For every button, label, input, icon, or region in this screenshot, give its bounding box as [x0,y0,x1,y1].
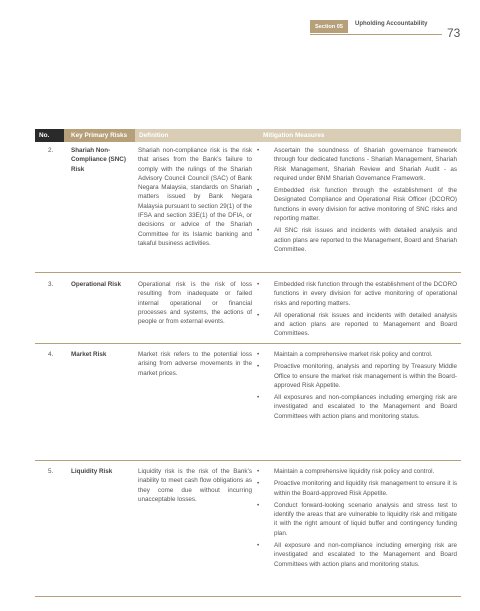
mitigation-item: • Conduct forward-looking scenario analysis and stress test to identify the areas that are vulnerable to liquidity risk and mitigate it with the right amount of liquid buffer and contingency funding plan. [257,501,457,537]
column-header-definition: Definition [135,129,257,142]
mitigation-item: • Ascertain the soundness of Shariah governance framework through four dedicated functions - Shariah Management, Shariah Risk Management, Shariah Review and Shariah Audit - as required under BNM Shariah Governance Framework. [257,147,457,182]
section-title: Upholding Accountability [355,21,428,27]
mitigation-item: • Embedded risk function through the establishment of the Designated Compliance and Operational Risk Officer (DCORO) functions in every division for active monitoring of SNC risks and reporting matter. [257,187,457,223]
mitigation-item: • Proactive monitoring and liquidity risk management to ensure it is within the Board-approved Risk Appetite. [257,480,457,497]
mitigation-item: • All exposure and non-compliance including emerging risk are investigated and escalated to the Management and Board Committees with action plans and monitoring status. [257,542,457,568]
row-divider [35,272,461,273]
mitigation-list [257,146,457,257]
risk-definition: Liquidity risk is the risk of the Bank’s inability to meet cash flow obligations as they come due without incurring unacceptable losses. [138,468,252,503]
column-header-risk: Key Primary Risks [64,129,135,142]
page-number: 73 [447,26,461,40]
row-divider [35,343,461,344]
risk-definition: Shariah non-compliance risk is the risk that arises from the Bank’s failure to comply with the rulings of the Shariah Advisory Council Council (SAC) of Bank Negara Malaysia, standards on Shariah matters issued by Bank Negara Malaysia pursuant to section 29(1) of the IFSA and section 33E(1) of the DFIA, or decisions or advice of the Shariah Committee for its Islamic banking and takaful business activities. [138,147,252,247]
mitigation-list [257,280,457,342]
section-badge: Section 05 [310,20,348,33]
mitigation-item: • All SNC risk issues and incidents with detailed analysis and action plans are reported to the Management, Board and Shariah Committee. [257,227,457,253]
mitigation-item: • Embedded risk function through the establishment of the DCORO functions in every division for active monitoring of operational risks and reporting matters. [257,281,457,307]
mitigation-item: • Maintain a comprehensive market risk policy and control. [257,351,433,358]
risk-definition: Market risk refers to the potential loss arising from adverse movements in the market prices. [138,351,252,377]
column-header-no: No. [35,129,64,142]
table-header [35,129,461,142]
mitigation-item: • Maintain a comprehensive liquidity risk policy and control. [257,468,435,475]
risk-name: Shariah Non-Compliance (SNC) Risk [71,147,126,173]
risk-definition: Operational risk is the risk of loss resulting from inadequate or failed internal operational or financial processes and systems, the actions of people or from external events. [138,281,252,326]
row-divider [35,596,461,597]
column-header-mitigation: Mitigation Measures [257,129,461,142]
risk-name: Market Risk [71,351,107,358]
row-divider [35,460,461,461]
mitigation-item: • All operational risk issues and incidents with detailed analysis and action plans are reported to Management and Board Committees. [257,311,457,338]
mitigation-list [257,350,457,424]
risk-name: Operational Risk [71,281,122,288]
row-number: 3. [48,281,54,288]
row-number: 4. [48,351,54,358]
mitigation-item: • Proactive monitoring, analysis and reporting by Treasury Middle Office to ensure the market risk management is within the Board-approved Risk Appetite. [257,363,457,389]
header-rule [310,34,442,35]
mitigation-item: • All exposures and non-compliances including emerging risk are investigated and escalated to the Management and Board Committees with action plans and monitoring status. [257,394,457,420]
row-number: 5. [48,468,54,475]
mitigation-list [257,467,457,572]
row-number: 2. [48,147,54,154]
risk-name: Liquidity Risk [71,468,113,475]
